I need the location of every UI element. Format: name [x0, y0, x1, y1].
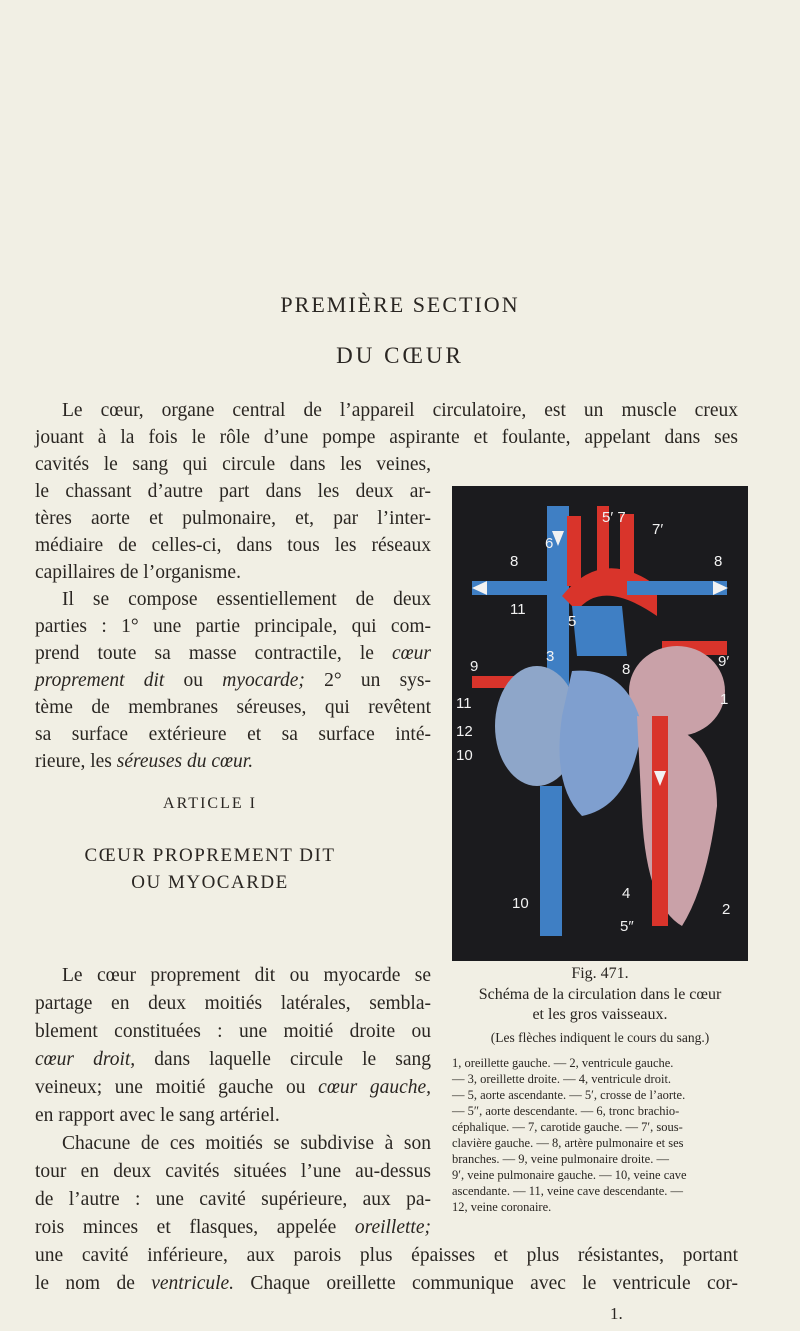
label-9p: 9′ — [718, 653, 730, 670]
italic-term: ventricule. — [151, 1273, 235, 1294]
label-9: 9 — [470, 658, 479, 675]
intro-line — [35, 641, 431, 667]
legend-line: branches. — 9, veine pulmonaire droite. — — [452, 1152, 669, 1166]
body-text: Chaque oreillette communique avec le ventricule cor- — [250, 1273, 738, 1294]
label-5: 5 — [568, 613, 577, 630]
chapter-title: DU CŒUR — [336, 343, 464, 368]
label-10: 10 — [456, 747, 473, 764]
body-line: Le cœur proprement dit ou myocarde se — [62, 965, 431, 986]
left-pulmonary-artery — [627, 581, 727, 595]
page-number: 1. — [610, 1304, 623, 1323]
body-text: le nom de — [35, 1273, 135, 1294]
intro-line — [35, 749, 253, 775]
body-line — [35, 1075, 431, 1101]
legend-line: 12, veine coronaire. — [452, 1200, 552, 1214]
article-title: CŒUR PROPREMENT DIT — [84, 845, 336, 866]
figure-note: (Les flèches indiquent le cours du sang.) — [490, 1030, 710, 1045]
heart-diagram — [452, 486, 748, 961]
intro-line: Le cœur, organe central de l’appareil circulatoire, est un muscle creux — [62, 400, 738, 421]
label-7p: 7′ — [652, 521, 664, 538]
body-line: partage en deux moitiés latérales, sembla- — [35, 993, 431, 1014]
body-text: rois minces et flasques, appelée — [35, 1217, 337, 1238]
body-text: dans laquelle circule le sang — [154, 1049, 432, 1070]
label-10: 10 — [512, 895, 529, 912]
label-3: 3 — [546, 648, 555, 665]
label-11: 11 — [456, 695, 472, 712]
section-title: PREMIÈRE SECTION — [280, 292, 520, 317]
italic-term: oreillette; — [354, 1217, 431, 1238]
body-line — [35, 1215, 431, 1241]
pulmonary-trunk — [572, 606, 627, 656]
label-8: 8 — [510, 553, 519, 570]
legend-line: 1, oreillette gauche. — 2, ventricule gauche. — [452, 1056, 674, 1070]
intro-line: tème de membranes séreuses, qui revêtent — [35, 697, 431, 718]
legend-line: clavière gauche. — 8, artère pulmonaire et ses — [452, 1136, 684, 1150]
italic-term: myocarde; — [222, 670, 305, 691]
intro-text: ou — [183, 670, 204, 691]
label-8: 8 — [714, 553, 723, 570]
intro-text: prend toute sa masse contractile, le — [35, 643, 374, 664]
legend-line: ascendante. — 11, veine cave descendante. — — [452, 1184, 684, 1198]
label-4: 4 — [622, 885, 631, 902]
descending-aorta — [652, 716, 668, 926]
italic-term: cœur — [392, 643, 431, 664]
intro-line: cavités le sang qui circule dans les veines, — [35, 454, 431, 475]
body-line: en rapport avec le sang artériel. — [35, 1105, 280, 1126]
label-11: 11 — [510, 601, 526, 618]
intro-line: capillaires de l’organisme. — [35, 562, 241, 583]
intro-text: 2° un sys- — [324, 670, 431, 691]
body-line: blement constituées : une moitié droite ou — [35, 1021, 431, 1042]
body-text: veineux; une moitié gauche ou — [35, 1077, 306, 1098]
intro-line: médiaire de celles-ci, dans tous les réseaux — [35, 535, 431, 556]
label-6: 6 — [545, 535, 554, 552]
article-label: ARTICLE I — [163, 795, 257, 812]
legend-line: 9′, veine pulmonaire gauche. — 10, veine cave — [452, 1168, 687, 1182]
body-line: Chacune de ces moitiés se subdivise à son — [62, 1133, 431, 1154]
intro-line — [35, 668, 431, 694]
label-5pp: 5″ — [620, 918, 634, 935]
legend-line: céphalique. — 7, carotide gauche. — 7′, sous- — [452, 1120, 683, 1134]
heart-circulation-figure — [452, 486, 748, 961]
italic-term: séreuses du cœur. — [116, 751, 254, 772]
body-line — [35, 1047, 431, 1073]
figure-caption: et les gros vaisseaux. — [532, 1006, 668, 1023]
intro-line: sa surface extérieure et sa surface inté- — [35, 724, 431, 745]
inferior-vena-cava — [540, 786, 562, 936]
legend-line: — 5, aorte ascendante. — 5′, crosse de l’aorte. — [452, 1088, 686, 1102]
body-line — [35, 1271, 738, 1297]
intro-line: Il se compose essentiellement de deux — [62, 589, 431, 610]
body-line: une cavité inférieure, aux parois plus épaisses et plus résistantes, portant — [35, 1245, 738, 1266]
label-1: 1 — [720, 691, 729, 708]
body-line: tour en deux cavités situées l’une au-dessus — [35, 1161, 431, 1182]
label-5p7: 5′ 7 — [602, 509, 626, 526]
article-subtitle: OU MYOCARDE — [131, 872, 289, 893]
italic-term: cœur droit, — [35, 1049, 136, 1070]
label-2: 2 — [722, 901, 731, 918]
intro-line: jouant à la fois le rôle d’une pompe aspirante et foulante, appelant dans ses — [35, 427, 738, 448]
intro-text: rieure, les — [35, 751, 112, 772]
intro-line: le chassant d’autre part dans les deux ar- — [35, 481, 431, 502]
legend-line: — 3, oreillette droite. — 4, ventricule droit. — [452, 1072, 672, 1086]
legend-line: — 5″, aorte descendante. — 6, tronc brachio- — [452, 1104, 680, 1118]
intro-line: parties : 1° une partie principale, qui com- — [35, 616, 431, 637]
brachiocephalic-trunk — [567, 516, 581, 586]
label-12: 12 — [456, 723, 473, 740]
body-line: de l’autre : une cavité supérieure, aux pa- — [35, 1189, 431, 1210]
italic-term: proprement dit — [35, 670, 165, 691]
figure-number: Fig. 471. — [571, 965, 629, 982]
label-8: 8 — [622, 661, 631, 678]
figure-caption: Schéma de la circulation dans le cœur — [478, 986, 722, 1003]
intro-line: tères aorte et pulmonaire, et, par l’inter- — [35, 508, 431, 529]
italic-term: cœur gauche, — [318, 1077, 432, 1098]
